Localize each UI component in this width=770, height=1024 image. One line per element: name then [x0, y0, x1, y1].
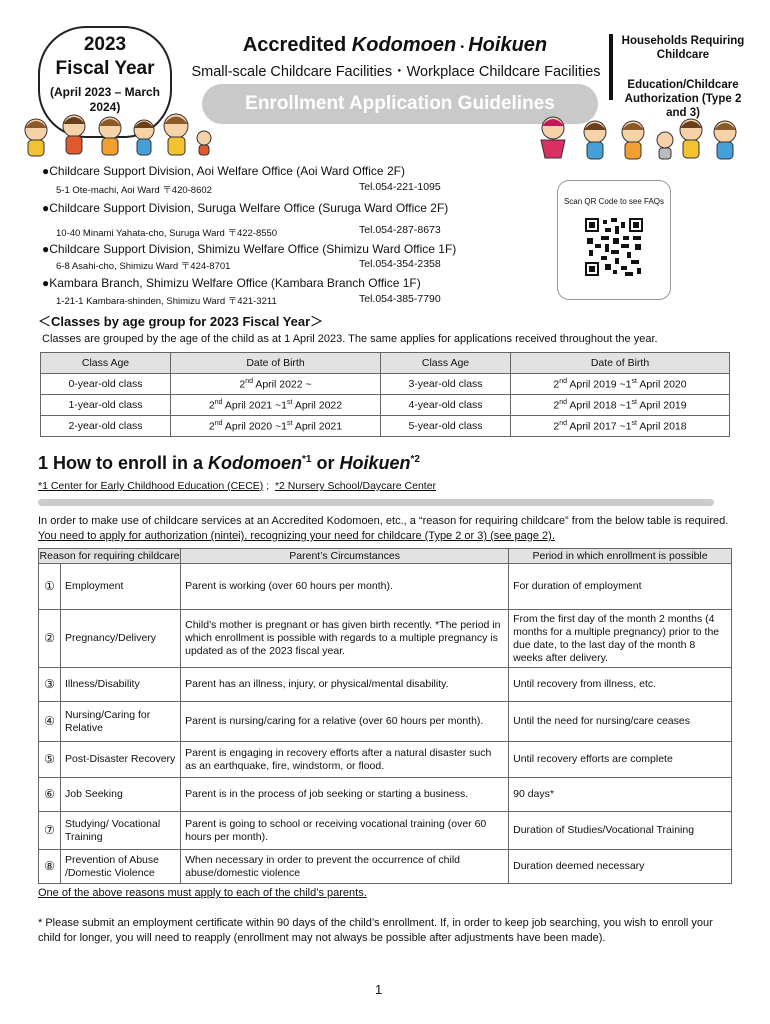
- office-address: 1-21-1 Kambara-shinden, Shimizu Ward 〒421-3211: [56, 296, 277, 307]
- date-of-birth: 2nd April 2022 ~: [171, 374, 381, 395]
- table-header-row: [41, 353, 730, 374]
- page-title: [190, 34, 600, 57]
- column-header: Period in which enrollment is possible: [509, 549, 732, 564]
- child-figure: [541, 117, 565, 158]
- footnote-2: *2 Nursery School/Daycare Center: [274, 480, 437, 492]
- age-class-table: [40, 352, 730, 437]
- enrollment-period: Until recovery efforts are complete: [509, 742, 732, 778]
- reason-number: ⑦: [39, 812, 61, 850]
- circumstance: Parent is going to school or receiving vocational training (over 60 hours per month).: [181, 812, 509, 850]
- office-address: 10-40 Minami Yahata-cho, Suruga Ward 〒422-8550: [56, 228, 278, 239]
- child-figure: [63, 115, 85, 154]
- title-end: Hoikuen: [468, 34, 548, 56]
- side-label-authorization: Education/Childcare Authorization (Type 2 and 3): [624, 79, 742, 119]
- enrollment-period: Duration deemed necessary: [509, 850, 732, 884]
- section-heading: 1 How to enroll in a Kodomoen$^{*1}$ or Hoikuen$^{*2}$: [38, 453, 420, 473]
- table-row: [39, 668, 732, 702]
- divider: [38, 499, 714, 506]
- office-name: ●Childcare Support Division, Suruga Welfare Office (Suruga Ward Office 2F): [42, 201, 449, 215]
- reason: Prevention of Abuse /Domestic Violence: [61, 850, 181, 884]
- enrollment-period: Until the need for nursing/care ceases: [509, 702, 732, 742]
- reason: Nursing/Caring for Relative: [61, 702, 181, 742]
- child-figure: [714, 121, 736, 159]
- title-separator: ・: [456, 40, 469, 54]
- reason: Post-Disaster Recovery: [61, 742, 181, 778]
- reason-number: ⑥: [39, 778, 61, 812]
- office-tel: Tel.054-385-7790: [359, 293, 441, 305]
- qr-panel: [557, 180, 671, 300]
- reason: Pregnancy/Delivery: [61, 610, 181, 668]
- footnote-definitions: *1 Center for Early Childhood Education (CECE) ; *2 Nursery School/Daycare Center: [38, 480, 437, 492]
- table-row: [41, 395, 730, 416]
- divider: [609, 34, 613, 100]
- table-row: [39, 778, 732, 812]
- child-figure: [99, 117, 121, 155]
- column-header: Date of Birth: [171, 353, 381, 374]
- column-header: Class Age: [381, 353, 511, 374]
- side-labels: [618, 34, 748, 120]
- office-tel: Tel.054-287-8673: [359, 224, 441, 236]
- office-address: 6-8 Asahi-cho, Shimizu Ward 〒424-8701: [56, 261, 231, 272]
- table-row: [39, 812, 732, 850]
- title-plain: Accredited: [242, 34, 352, 56]
- age-section-heading: ＜Classes by age group for 2023 Fiscal Year＞: [38, 314, 324, 329]
- circumstance: When necessary in order to prevent the occurrence of child abuse/domestic violence: [181, 850, 509, 884]
- enrollment-period: From the first day of the month 2 months (4 months for a multiple pregnancy) prior to the due date, to the last day of the month 8 weeks after delivery.: [509, 610, 732, 668]
- table-row: [39, 564, 732, 610]
- circumstance: Parent is engaging in recovery efforts after a natural disaster such as an earthquake, fire, windstorm, or flood.: [181, 742, 509, 778]
- enrollment-period: Until recovery from illness, etc.: [509, 668, 732, 702]
- children-illustration-right: [515, 112, 745, 164]
- footnote-1: *1 Center for Early Childhood Education (CECE): [38, 480, 264, 492]
- office-tel: Tel.054-354-2358: [359, 258, 441, 270]
- column-header: Reason for requiring childcare: [39, 550, 180, 562]
- intro-text: In order to make use of childcare services at an Accredited Kodomoen, etc., a “reason for requiring childcare” from the below table is required.: [38, 515, 729, 527]
- side-label-households: Households Requiring Childcare: [621, 35, 745, 61]
- child-figure: [680, 119, 702, 158]
- date-of-birth: 2nd April 2019 ~1st April 2020: [511, 374, 730, 395]
- table-header-row: [39, 549, 732, 564]
- child-figure: [164, 114, 188, 155]
- enrollment-period: For duration of employment: [509, 564, 732, 610]
- table-row: [41, 374, 730, 395]
- date-of-birth: 2nd April 2021 ~1st April 2022: [171, 395, 381, 416]
- child-figure: [584, 121, 606, 159]
- date-of-birth: 2nd April 2020 ~1st April 2021: [171, 416, 381, 437]
- reason: Illness/Disability: [61, 668, 181, 702]
- child-figure: [134, 120, 154, 155]
- class-age: 0-year-old class: [41, 374, 171, 395]
- circumstance: Parent is in the process of job seeking or starting a business.: [181, 778, 509, 812]
- footnote-note: * Please submit an employment certificate within 90 days of the child’s enrollment. If, in order to keep job searching, you wish to enroll your child for longer, you will need to reapply (enrollment may not always be possible after adjustments have been made).: [38, 917, 713, 944]
- child-figure: [622, 121, 644, 159]
- fiscal-year-label: Fiscal Year: [55, 58, 155, 79]
- column-header: Parent’s Circumstances: [181, 549, 509, 564]
- qr-code-icon[interactable]: [585, 218, 643, 276]
- child-figure: [25, 119, 47, 156]
- class-age: 2-year-old class: [41, 416, 171, 437]
- reasons-table: [38, 548, 732, 884]
- intro-text-underlined: You need to apply for authorization (nintei), recognizing your need for childcare (Type 2 or 3) (see page 2).: [38, 530, 555, 542]
- qr-label: Scan QR Code to see FAQs: [563, 197, 665, 206]
- reason-number: ③: [39, 668, 61, 702]
- class-age: 3-year-old class: [381, 374, 511, 395]
- circumstance: Parent is working (over 60 hours per month).: [181, 564, 509, 610]
- reason-number: ④: [39, 702, 61, 742]
- column-header: Date of Birth: [511, 353, 730, 374]
- office-address: 5-1 Ote-machi, Aoi Ward 〒420-8602: [56, 185, 212, 196]
- age-section-note: Classes are grouped by the age of the child as at 1 April 2023. The same applies for applications received throughout the year.: [42, 333, 658, 345]
- office-name: ●Childcare Support Division, Aoi Welfare Office (Aoi Ward Office 2F): [42, 164, 405, 178]
- reason: Job Seeking: [61, 778, 181, 812]
- table-row: [39, 702, 732, 742]
- table-row: [39, 610, 732, 668]
- circumstance: Child’s mother is pregnant or has given birth recently. *The period in which enrollment is possible with regards to a multiple pregnancy is updated as of the 2023 fiscal year.: [181, 610, 509, 668]
- table-row: [39, 850, 732, 884]
- reason-number: ⑤: [39, 742, 61, 778]
- enrollment-period: Duration of Studies/Vocational Training: [509, 812, 732, 850]
- office-name: ●Childcare Support Division, Shimizu Welfare Office (Shimizu Ward Office 1F): [42, 242, 457, 256]
- child-figure: [657, 132, 673, 159]
- reason: Studying/ Vocational Training: [61, 812, 181, 850]
- subtitle: Small-scale Childcare Facilities・Workplace Childcare Facilities: [191, 64, 601, 80]
- guidelines-banner: Enrollment Application Guidelines: [202, 84, 598, 124]
- class-age: 5-year-old class: [381, 416, 511, 437]
- reason-number: ⑧: [39, 850, 61, 884]
- reason: Employment: [61, 564, 181, 610]
- fiscal-year: 2023: [83, 34, 127, 55]
- date-of-birth: 2nd April 2017 ~1st April 2018: [511, 416, 730, 437]
- office-name: ●Kambara Branch, Shimizu Welfare Office (Kambara Branch Office 1F): [42, 276, 421, 290]
- class-age: 4-year-old class: [381, 395, 511, 416]
- requirement-note: One of the above reasons must apply to each of the child’s parents.: [38, 887, 367, 899]
- class-age: 1-year-old class: [41, 395, 171, 416]
- child-figure: [197, 131, 211, 155]
- reason-number: ②: [39, 610, 61, 668]
- date-of-birth: 2nd April 2018 ~1st April 2019: [511, 395, 730, 416]
- title-italic: Kodomoen: [351, 34, 457, 56]
- circumstance: Parent is nursing/caring for a relative (over 60 hours per month).: [181, 702, 509, 742]
- page-number: 1: [375, 982, 383, 997]
- office-tel: Tel.054-221-1095: [359, 181, 441, 193]
- column-header: Class Age: [41, 353, 171, 374]
- enrollment-period: 90 days*: [509, 778, 732, 812]
- reason-number: ①: [39, 564, 61, 610]
- circumstance: Parent has an illness, injury, or physical/mental disability.: [181, 668, 509, 702]
- table-row: [41, 416, 730, 437]
- fiscal-year-range: (April 2023 – March 2024): [49, 85, 161, 114]
- children-illustration-left: [14, 108, 214, 160]
- table-row: [39, 742, 732, 778]
